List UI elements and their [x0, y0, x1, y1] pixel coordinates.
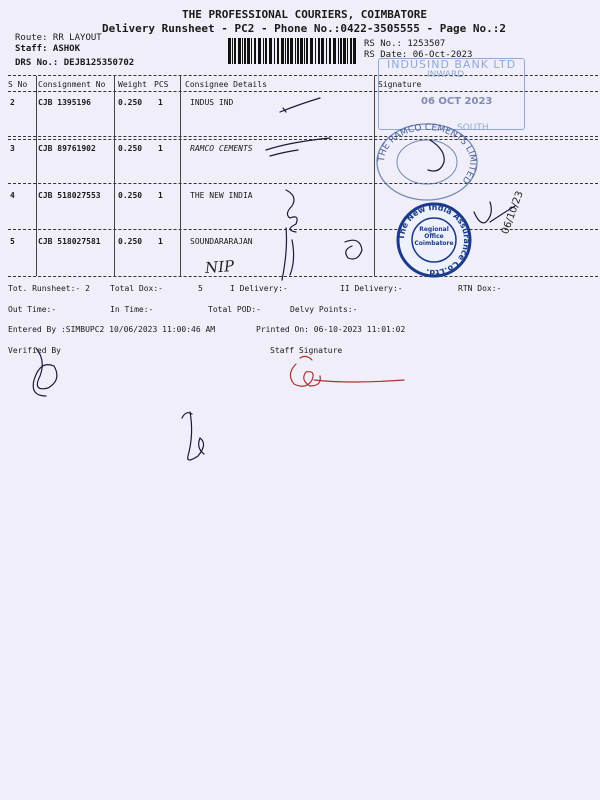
- row-sno: 2: [10, 98, 15, 107]
- row-pcs: 1: [158, 191, 163, 200]
- new-india-ring-text: The New India Assurance Co.Ltd.: [396, 202, 472, 278]
- row-consignment: CJB 1395196: [38, 98, 91, 107]
- row-consignee: RAMCO CEMENTS: [190, 144, 253, 153]
- signature-loop: [345, 240, 362, 259]
- total-pod: Total POD:-: [208, 305, 261, 314]
- rs-number: RS No.: 1253507: [364, 39, 446, 49]
- row-pcs: 1: [158, 98, 163, 107]
- i-delivery: I Delivery:-: [230, 284, 288, 293]
- row-weight: 0.250: [118, 144, 143, 153]
- row-weight: 0.250: [118, 237, 143, 246]
- signature-row-5: [282, 228, 294, 280]
- col-header-sno: S No: [8, 80, 28, 89]
- route-label: Route: RR LAYOUT: [15, 33, 102, 43]
- handwritten-date: 06/10/23: [500, 189, 526, 236]
- row-pcs: 1: [158, 144, 163, 153]
- col-header-pcs: PCS: [154, 80, 169, 89]
- row-sno: 3: [10, 144, 15, 153]
- new-india-center-text: Regional Office Coimbatore: [414, 226, 454, 247]
- col-header-consignee: Consignee Details: [185, 80, 267, 89]
- signature-row-3: [266, 138, 330, 156]
- row-consignment: CJB 89761902: [38, 144, 96, 153]
- rtn-dox: RTN Dox:-: [458, 284, 502, 293]
- row-sno: 5: [10, 237, 15, 246]
- signature-row-4: [286, 190, 297, 232]
- indusind-stamp-date: 06 OCT 2023: [421, 96, 493, 107]
- signature-row-2: [280, 98, 320, 112]
- drs-number: DRS No.: DEJB125350702: [15, 58, 135, 68]
- verified-by-label: Verified By: [8, 346, 61, 355]
- tot-runsheet: Tot. Runsheet:- 2: [8, 284, 90, 293]
- row-consignee: THE NEW INDIA: [190, 191, 253, 200]
- col-header-signature: Signature: [378, 80, 422, 89]
- rs-date: RS Date: 06-Oct-2023: [364, 50, 473, 60]
- verified-signature-2: [188, 412, 204, 460]
- indusind-stamp-place: SOUTH: [457, 123, 489, 133]
- row-pcs: 1: [158, 237, 163, 246]
- staff-signature-label: Staff Signature: [270, 346, 343, 355]
- indusind-stamp-sub: INWARD: [427, 70, 465, 80]
- row-consignee: INDUS IND: [190, 98, 234, 107]
- entered-by: Entered By :SIMBUPC2 10/06/2023 11:00:46 AM: [8, 325, 216, 334]
- delvy-points: Delvy Points:-: [290, 305, 358, 314]
- row-consignment: CJB 518027581: [38, 237, 101, 246]
- printed-on: Printed On: 06-10-2023 11:01:02: [256, 325, 406, 334]
- ii-delivery: II Delivery:-: [340, 284, 403, 293]
- in-time: In Time:-: [110, 305, 154, 314]
- total-dox-value: 5: [198, 284, 203, 293]
- signature-new-india: [474, 202, 515, 223]
- verified-signature: [33, 348, 57, 396]
- indusind-stamp-name: INDUSIND BANK LTD: [387, 58, 517, 71]
- row-weight: 0.250: [118, 191, 143, 200]
- col-header-consignment: Consignment No: [38, 80, 106, 89]
- company-title: THE PROFESSIONAL COURIERS, COIMBATORE: [182, 8, 428, 21]
- row-sno: 4: [10, 191, 15, 200]
- staff-signature-red: [290, 356, 404, 386]
- staff-label: Staff: ASHOK: [15, 44, 81, 54]
- ramco-ring-text: THE RAMCO CEMENTS LIMITED: [376, 122, 478, 186]
- col-header-weight: Weight: [118, 80, 147, 89]
- runsheet-title: Delivery Runsheet - PC2 - Phone No.:0422-3505555 - Page No.:2: [102, 22, 506, 35]
- row-weight: 0.250: [118, 98, 143, 107]
- signature-ramco: [428, 140, 444, 171]
- total-dox-label: Total Dox:-: [110, 284, 163, 293]
- out-time: Out Time:-: [8, 305, 57, 314]
- row-consignee: SOUNDARARAJAN: [190, 237, 253, 246]
- handwritten-nip: NIP: [204, 257, 235, 277]
- row-consignment: CJB 518027553: [38, 191, 101, 200]
